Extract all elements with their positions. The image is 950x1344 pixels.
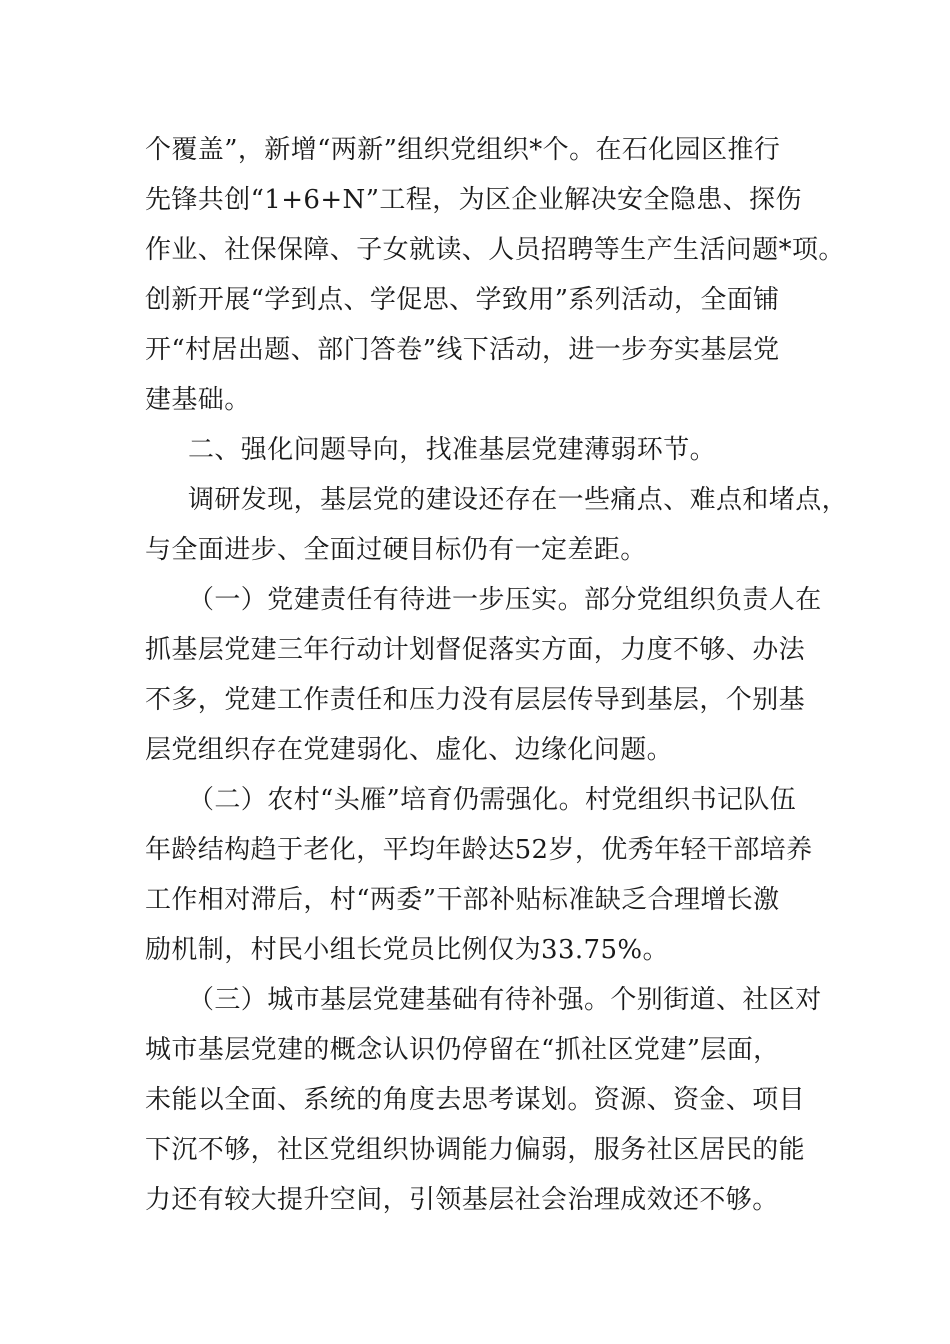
text-line: 力还有较大提升空间，引领基层社会治理成效还不够。 — [145, 1185, 779, 1215]
text-line: 作业、社保保障、子女就读、人员招聘等生产生活问题*项。 — [145, 235, 845, 265]
text-line: 年龄结构趋于老化，平均年龄达52岁，优秀年轻干部培养 — [145, 835, 813, 865]
text-line: 先锋共创“1+6+N”工程，为区企业解决安全隐患、探伤 — [145, 185, 802, 215]
text-line: 建基础。 — [145, 385, 251, 415]
text-line: 工作相对滞后，村“两委”干部补贴标准缺乏合理增长激 — [145, 885, 780, 915]
text-line: 未能以全面、系统的角度去思考谋划。资源、资金、项目 — [145, 1085, 806, 1115]
text-line: 不多，党建工作责任和压力没有层层传导到基层，个别基 — [145, 685, 806, 715]
text-line: 与全面进步、全面过硬目标仍有一定差距。 — [145, 535, 647, 565]
subsection-line: （三）城市基层党建基础有待补强。个别街道、社区对 — [188, 985, 822, 1015]
text-line: 下沉不够，社区党组织协调能力偏弱，服务社区居民的能 — [145, 1135, 806, 1165]
text-line: 城市基层党建的概念认识仍停留在“抓社区党建”层面， — [145, 1035, 780, 1065]
subsection-line: （一）党建责任有待进一步压实。部分党组织负责人在 — [188, 585, 822, 615]
subsection-line: （二）农村“头雁”培育仍需强化。村党组织书记队伍 — [188, 785, 797, 815]
text-line: 开“村居出题、部门答卷”线下活动，进一步夯实基层党 — [145, 335, 780, 365]
text-line: 励机制，村民小组长党员比例仅为33.75%。 — [145, 935, 669, 965]
section-heading: 二、强化问题导向，找准基层党建薄弱环节。 — [188, 435, 717, 465]
text-line: 创新开展“学到点、学促思、学致用”系列活动，全面铺 — [145, 285, 780, 315]
text-line: 层党组织存在党建弱化、虚化、边缘化问题。 — [145, 735, 674, 765]
text-line: 调研发现，基层党的建设还存在一些痛点、难点和堵点， — [188, 485, 849, 515]
text-line: 个覆盖”，新增“两新”组织党组织*个。在石化园区推行 — [145, 135, 781, 165]
text-line: 抓基层党建三年行动计划督促落实方面，力度不够、办法 — [145, 635, 806, 665]
